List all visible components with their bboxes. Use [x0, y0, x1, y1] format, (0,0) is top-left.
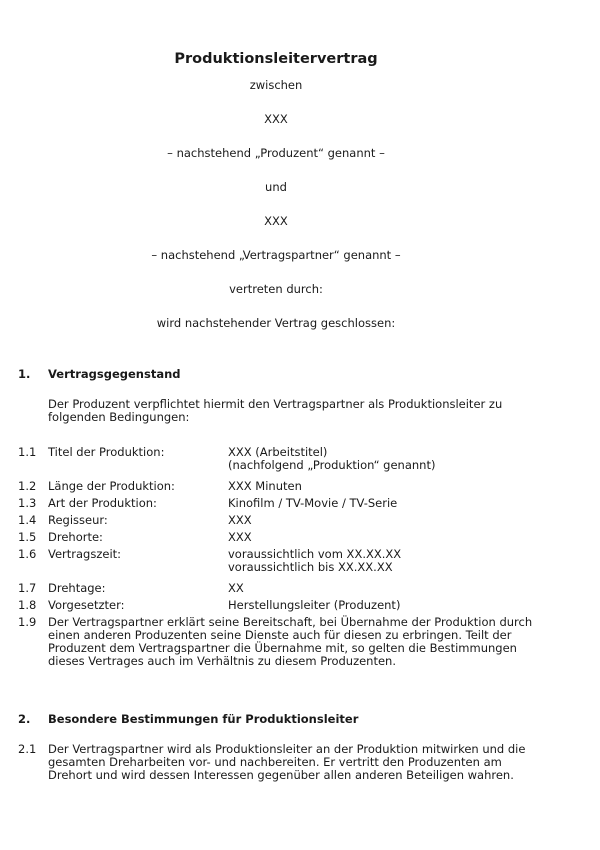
section-1-title: Vertragsgegenstand — [48, 367, 181, 381]
clause-value: XXX — [228, 513, 252, 527]
section-2-number: 2. — [18, 712, 31, 726]
clause-number: 1.2 — [18, 479, 37, 493]
section-1-intro: Der Produzent verpflichtet hiermit den Vertragspartner als Produktionsleiter zu folgenden Bedingungen: — [48, 397, 503, 424]
clause-value: Herstellungsleiter (Produzent) — [228, 598, 401, 612]
preamble-between: zwischen — [249, 78, 303, 92]
clause-label: Regisseur: — [48, 513, 108, 527]
party1-role: – nachstehend „Produzent“ genannt – — [167, 146, 385, 160]
represented-by: vertreten durch: — [229, 282, 323, 296]
clause-number: 1.9 — [18, 615, 37, 629]
clause-number: 1.8 — [18, 598, 37, 612]
clause-value: voraussichtlich vom XX.XX.XX voraussichtlich bis XX.XX.XX — [228, 547, 402, 574]
section-2-title: Besondere Bestimmungen für Produktionsleiter — [48, 712, 359, 726]
clause-number: 1.4 — [18, 513, 37, 527]
party2-name: XXX — [264, 214, 288, 228]
section-2-heading — [18, 713, 358, 726]
party1-name: XXX — [264, 112, 288, 126]
clause-label: Vorgesetzter: — [48, 598, 125, 612]
clause-label: Drehorte: — [48, 530, 103, 544]
clause-number: 1.7 — [18, 581, 37, 595]
clause-value: XXX (Arbeitstitel) (nachfolgend „Produktion“ genannt) — [228, 445, 436, 472]
clause-label: Vertragszeit: — [48, 547, 122, 561]
clause-value: XXX Minuten — [228, 479, 302, 493]
clause-number: 1.6 — [18, 547, 37, 561]
clause-number: 1.3 — [18, 496, 37, 510]
clause-value: XXX — [228, 530, 252, 544]
clause-number: 2.1 — [18, 742, 37, 756]
clause-value: Kinofilm / TV-Movie / TV-Serie — [228, 496, 398, 510]
contract-concluded: wird nachstehender Vertrag geschlossen: — [156, 316, 396, 330]
preamble-and: und — [265, 180, 287, 194]
clause-text: Der Vertragspartner erklärt seine Bereitschaft, bei Übernahme der Produktion durch einen anderen Produzenten seine Dienste auch für diesen zu erbringen. Teilt der Produzent dem Vertragspartner die Übernahme mit, so gelten die Bestimmungen dieses Vertrages auch im Verhältnis zu diesem Produzenten. — [48, 615, 533, 668]
party2-role: – nachstehend „Vertragspartner“ genannt – — [151, 248, 401, 262]
clause-number: 1.1 — [18, 445, 37, 459]
clause-label: Art der Produktion: — [48, 496, 157, 510]
clause-text: Der Vertragspartner wird als Produktionsleiter an der Produktion mitwirken und die gesamten Dreharbeiten vor- und nachbereiten. Er vertritt den Produzenten am Drehort und wird dessen Interessen gegenüber allen anderen Beteiligen wahren. — [48, 742, 526, 782]
clause-label: Drehtage: — [48, 581, 106, 595]
section-1-heading — [18, 368, 181, 381]
document-title: Produktionsleitervertrag — [174, 51, 378, 67]
clause-number: 1.5 — [18, 530, 37, 544]
clause-label: Länge der Produktion: — [48, 479, 175, 493]
clause-label: Titel der Produktion: — [48, 445, 165, 459]
clause-value: XX — [228, 581, 244, 595]
section-1-number: 1. — [18, 367, 31, 381]
